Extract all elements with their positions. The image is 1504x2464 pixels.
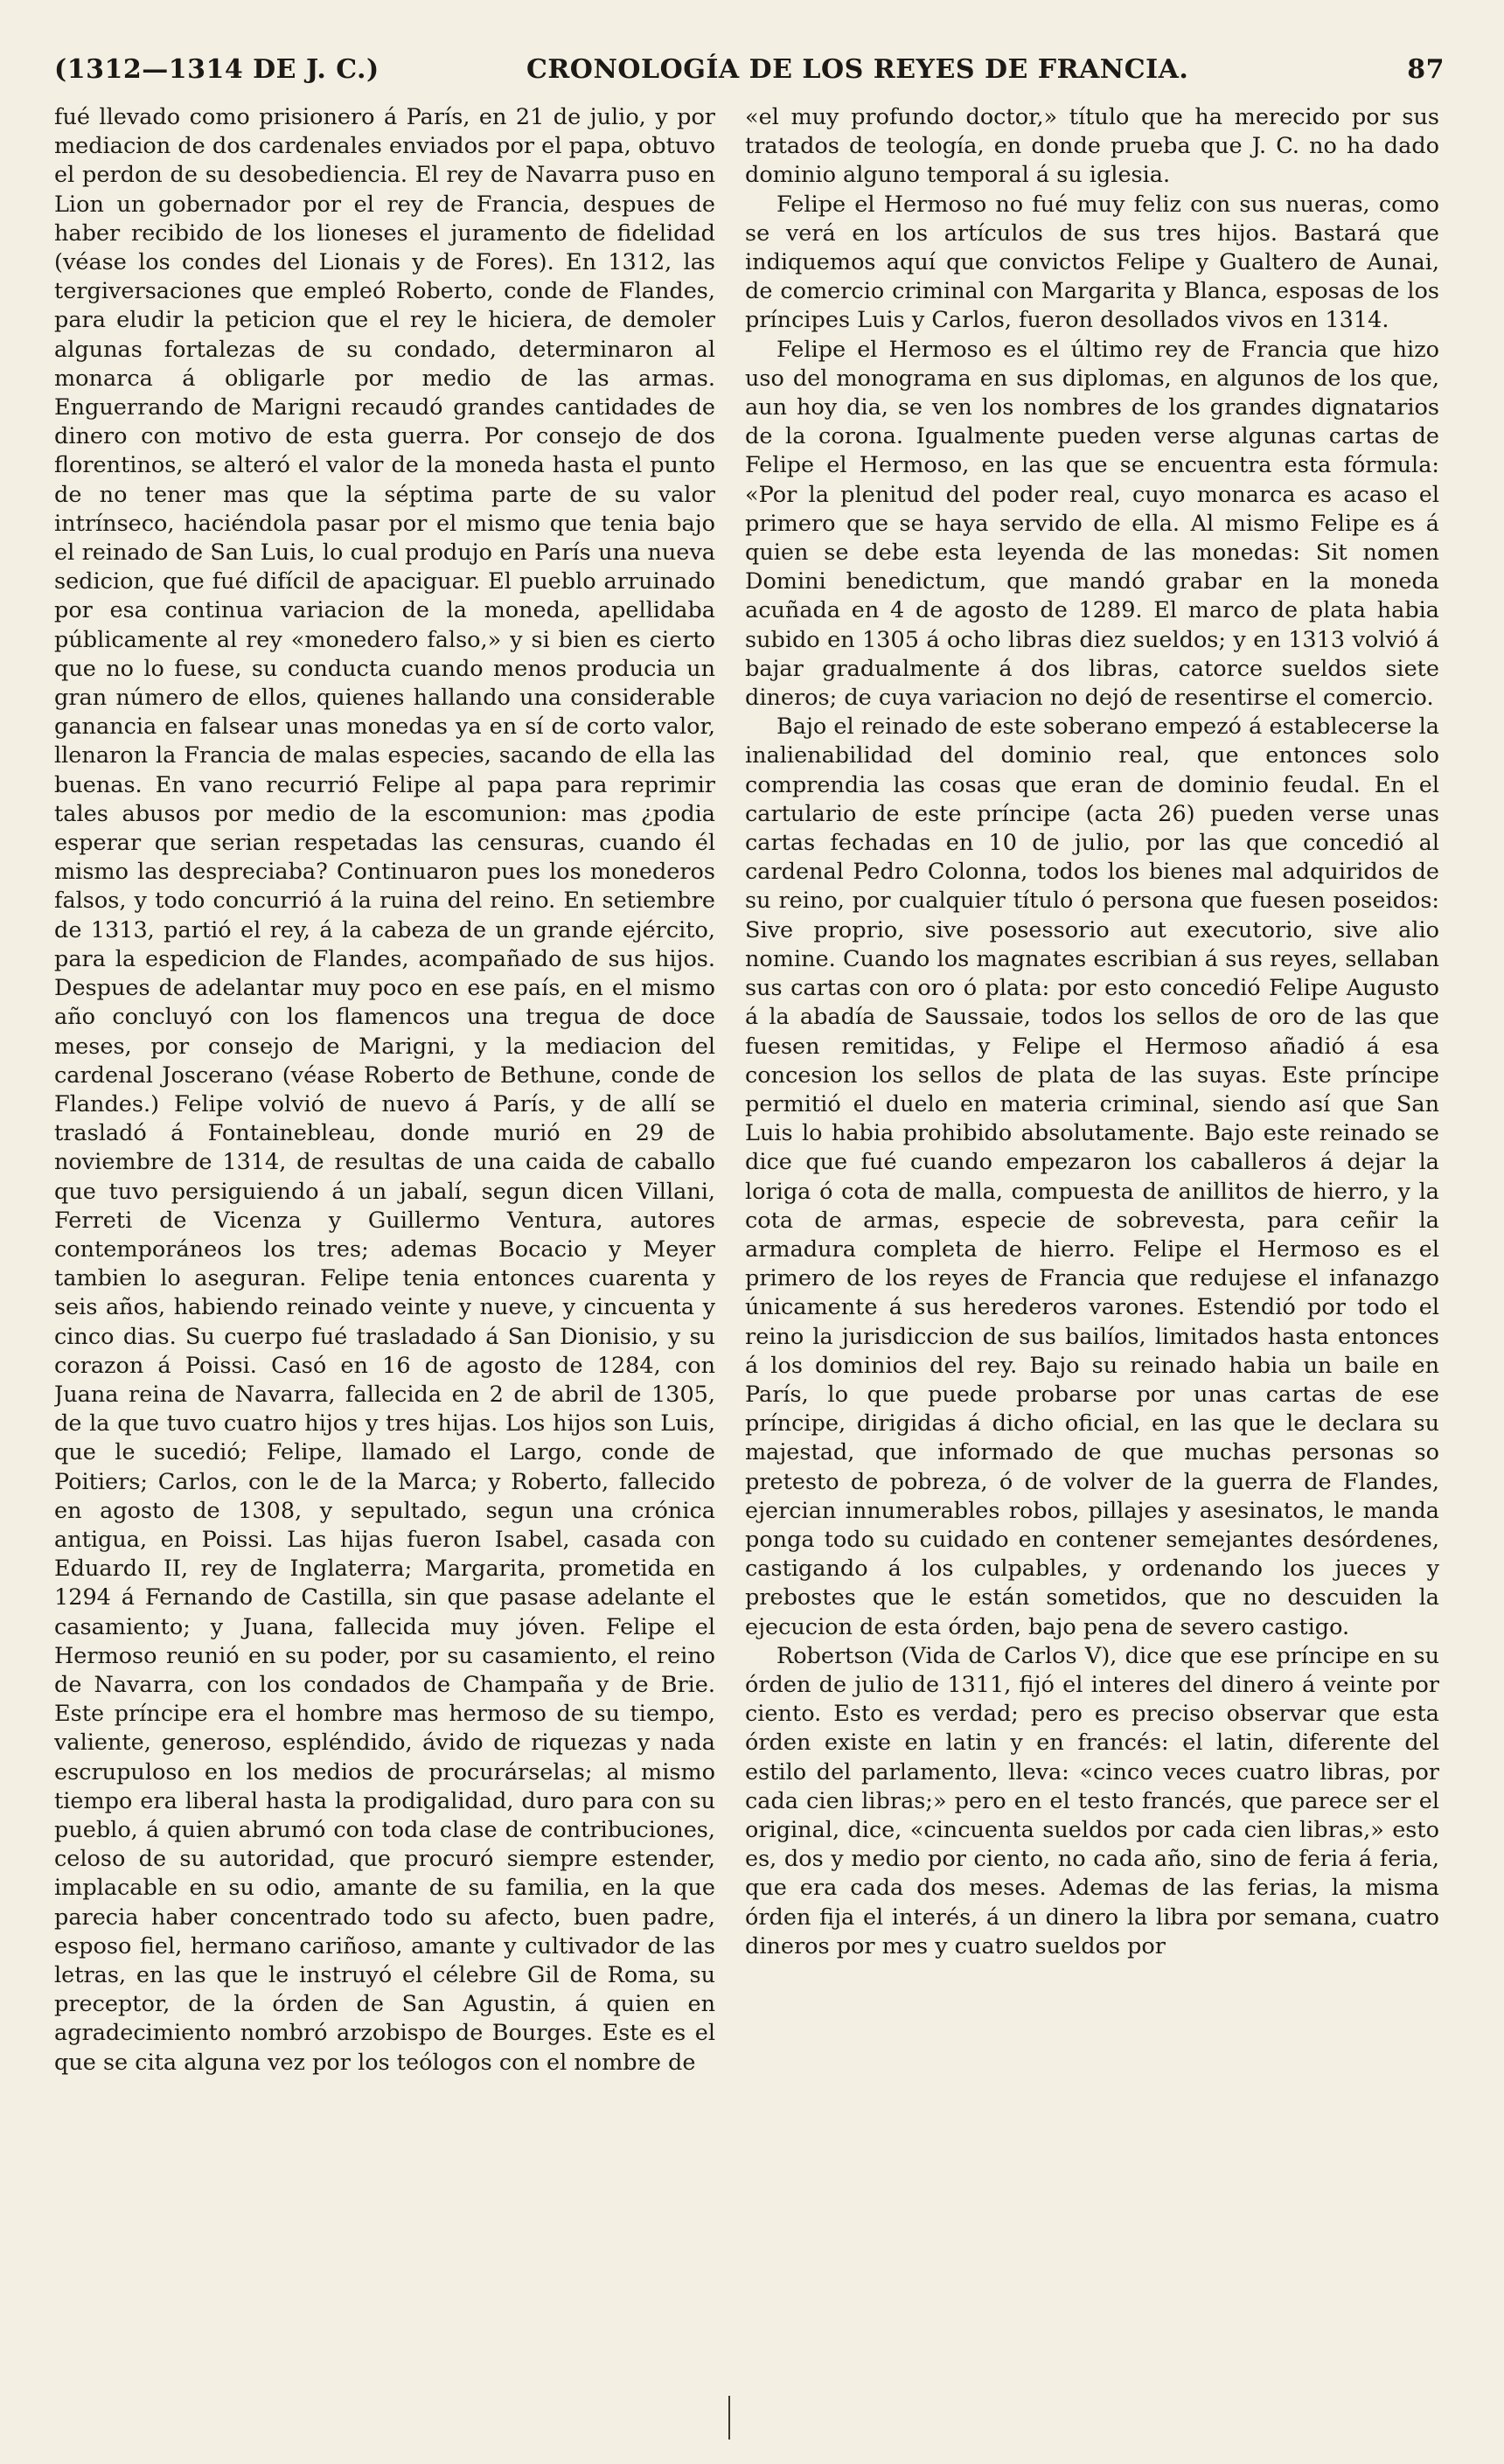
- paragraph: Robertson (Vida de Carlos V), dice que ese príncipe en su órden de julio de 1311, fijó el interes del dinero á veinte por ciento. Esto es verdad; pero es preciso observar que esta órden existe en latin y en francés: el latin, diferente del estilo del parlamento, lleva: «cinco veces cuatro libras, por cada cien libras;» pero en el testo francés, que parece ser el original, dice, «cincuenta sueldos por cada cien libras,» esto es, dos y medio por ciento, no cada año, sino de feria á feria, que era cada dos meses. Ademas de las ferias, la misma órden fija el interés, á un dinero la libra por semana, cuatro dineros por mes y cuatro sueldos por: [745, 1642, 1439, 1959]
- paragraph: Felipe el Hermoso es el último rey de Francia que hizo uso del monograma en sus diplomas, en algunos de los que, aun hoy dia, se ven los nombres de los grandes dignatarios de la corona. Igualmente pueden verse algunas cartas de Felipe el Hermoso, en las que se encuentra esta fórmula: «Por la plenitud del poder real, cuyo monarca es acaso el primero que se haya servido de ella. Al mismo Felipe es á quien se debe esta leyenda de las monedas: Sit nomen Domini benedictum, que mandó grabar en la moneda acuñada en 4 de agosto de 1289. El marco de plata habia subido en 1305 á ocho libras diez sueldos; y en 1313 volvió á bajar gradualmente á dos libras, catorce sueldos siete dineros; de cuya variacion no dejó de resentirse el comercio.: [745, 336, 1439, 712]
- page-number: 87: [1407, 54, 1445, 85]
- column-divider: [728, 2396, 730, 2440]
- header-title: CRONOLOGÍA DE LOS REYES DE FRANCIA.: [526, 54, 1189, 85]
- paragraph: «el muy profundo doctor,» título que ha merecido por sus tratados de teología, en donde prueba que J. C. no ha dado dominio alguno temporal á su iglesia.: [745, 104, 1439, 189]
- paragraph: fué llevado como prisionero á París, en 21 de julio, y por mediacion de dos cardenales enviados por el papa, obtuvo el perdon de su desobediencia. El rey de Navarra puso en Lion un gobernador por el rey de Francia, despues de haber recibido de los lioneses el juramento de fidelidad (véase los condes del Lionais y de Fores). En 1312, las tergiversaciones que empleó Roberto, conde de Flandes, para eludir la peticion que el rey le hiciera, de demoler algunas fortalezas de su condado, determinaron al monarca á obligarle por medio de las armas. Enguerrando de Marigni recaudó grandes cantidades de dinero con motivo de esta guerra. Por consejo de dos florentinos, se alteró el valor de la moneda hasta el punto de no tener mas que la séptima parte de su valor intrínseco, haciéndola pasar por el mismo que tenia bajo el reinado de San Luis, lo cual produjo en París una nueva sedicion, que fué difícil de apaciguar. El pueblo arruinado por esa continua variacion de la moneda, apellidaba públicamente al rey «monedero falso,» y si bien es cierto que no lo fuese, su conducta cuando menos producia un gran número de ellos, quienes hallando una considerable ganancia en falsear unas monedas ya en sí de corto valor, llenaron la Francia de malas especies, sacando de ella las buenas. En vano recurrió Felipe al papa para reprimir tales abusos por medio de la escomunion: mas ¿podia esperar que serian respetadas las censuras, cuando él mismo las despreciaba? Continuaron pues los monederos falsos, y todo concurrió á la ruina del reino. En setiembre de 1313, partió el rey, á la cabeza de un grande ejército, para la espedicion de Flandes, acompañado de sus hijos. Despues de adelantar muy poco en ese país, en el mismo año concluyó con los flamencos una tregua de doce meses, por consejo de Marigni, y la mediacion del cardenal Joscerano (véase Roberto de Bethune, conde de Flandes.) Felipe volvió de nuevo á París, y de allí se trasladó á Fontainebleau, donde murió en 29 de noviembre de 1314, de resultas de una caida de caballo que tuvo persiguiendo á un jabalí, segun dicen Villani, Ferreti de Vicenza y Guillermo Ventura, autores contemporáneos los tres; ademas Bocacio y Meyer tambien lo aseguran. Felipe tenia entonces cuarenta y seis años, habiendo reinado veinte y nueve, y cincuenta y cinco dias. Su cuerpo fué trasladado á San Dionisio, y su corazon á Poissi. Casó en 16 de agosto de 1284, con Juana reina de Navarra, fallecida en 2 de abril de 1305, de la que tuvo cuatro hijos y tres hijas. Los hijos son Luis, que le sucedió; Felipe, llamado el Largo, conde de Poitiers; Carlos, con le de la Marca; y Roberto, fallecido en agosto de 1308, y sepultado, segun una crónica antigua, en Poissi. Las hijas fueron Isabel, casada con Eduardo II, rey de Inglaterra; Margarita, prometida en 1294 á Fernando de Castilla, sin que pasase adelante el casamiento; y Juana, fallecida muy jóven. Felipe el Hermoso reunió en su poder, por su casamiento, el reino de Navarra, con los condados de Champaña y de Brie. Este príncipe era el hombre mas hermoso de su tiempo, valiente, generoso, espléndido, ávido de riquezas y nada escrupuloso en los medios de procurárselas; al mismo tiempo era liberal hasta la prodigalidad, duro para con su pueblo, á quien abrumó con toda clase de contribuciones, celoso de su autoridad, que procuró siempre estender, implacable en su odio, amante de su familia, en la que parecia haber concentrado todo su afecto, buen padre, esposo fiel, hermano cariñoso, amante y cultivador de las letras, en las que le instruyó el célebre Gil de Roma, su preceptor, de la órden de San Agustin, á quien en agradecimiento nombró arzobispo de Bourges. Este es el que se cita alguna vez por los teólogos con el nombre de: [54, 104, 715, 2076]
- header-date-range: (1312—1314 DE J. C.): [54, 54, 379, 85]
- paragraph: Felipe el Hermoso no fué muy feliz con sus nueras, como se verá en los artículos de sus tres hijos. Bastará que indiquemos aquí que convictos Felipe y Gualtero de Aunai, de comercio criminal con Margarita y Blanca, esposas de los príncipes Luis y Carlos, fueron desollados vivos en 1314.: [745, 191, 1439, 334]
- running-header: [54, 54, 1445, 100]
- right-column: [745, 103, 1439, 2455]
- paragraph: Bajo el reinado de este soberano empezó á establecerse la inalienabilidad del dominio real, que entonces solo comprendia las cosas que eran de dominio feudal. En el cartulario de este príncipe (acta 26) pueden verse unas cartas fechadas en 10 de julio, por las que concedió al cardenal Pedro Colonna, todos los bienes mal adquiridos de su reino, por cualquier título ó persona que fuesen poseidos: Sive proprio, sive posessorio aut executorio, sive alio nomine. Cuando los magnates escribian á sus reyes, sellaban sus cartas con oro ó plata: por esto concedió Felipe Augusto á la abadía de Saussaie, todos los sellos de oro de las que fuesen remitidas, y Felipe el Hermoso añadió á esa concesion los sellos de plata de las suyas. Este príncipe permitió el duelo en materia criminal, siendo así que San Luis lo habia prohibido absolutamente. Bajo este reinado se dice que fué cuando empezaron los caballeros á dejar la loriga ó cota de malla, compuesta de anillitos de hierro, y la cota de armas, especie de sobrevesta, para ceñir la armadura completa de hierro. Felipe el Hermoso es el primero de los reyes de Francia que redujese el infanazgo únicamente á sus herederos varones. Estendió por todo el reino la jurisdiccion de sus bailíos, limitados hasta entonces á los dominios del rey. Bajo su reinado habia un baile en París, lo que puede probarse por unas cartas de ese príncipe, dirigidas á dicho oficial, en las que le declara su majestad, que informado de que muchas personas so pretesto de pobreza, ó de volver de la guerra de Flandes, ejercian innumerables robos, pillajes y asesinatos, le manda ponga todo su cuidado en contener semejantes desórdenes, castigando á los culpables, y ordenando los jueces y prebostes que le están sometidos, que no descuiden la ejecucion de esta órden, bajo pena de severo castigo.: [745, 713, 1439, 1640]
- left-column: [54, 103, 715, 2455]
